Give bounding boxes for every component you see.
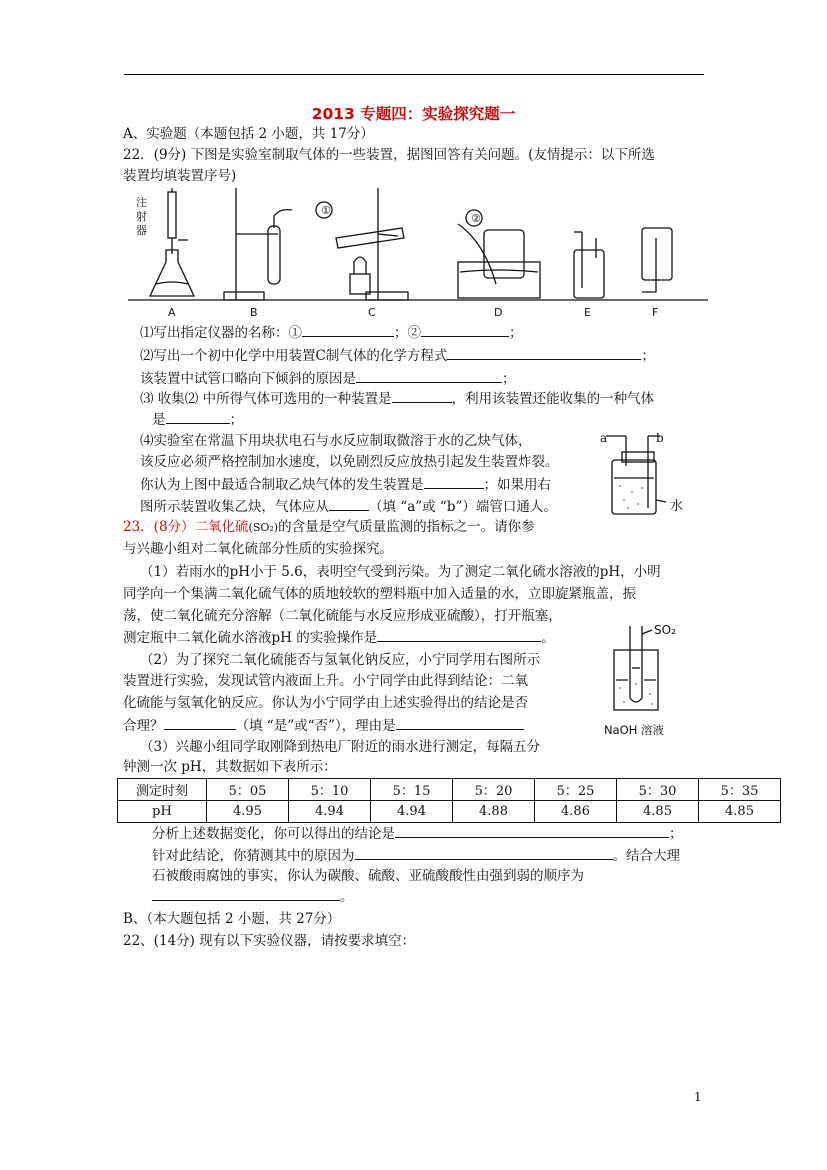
- blank-collect-device[interactable]: [392, 388, 452, 403]
- q23-p4a: 分析上述数据变化，你可以得出的结论是 ；: [152, 823, 683, 844]
- fig-label-a: a: [600, 431, 608, 445]
- q23-p2c: 化硫能与氢氧化钠反应。你认为小宁同学由上述实验得出的结论是否: [123, 695, 528, 711]
- label-e: E: [584, 306, 591, 319]
- blank-conclusion[interactable]: [395, 823, 669, 838]
- fig-label-so2: SO₂: [654, 623, 676, 637]
- label-a: A: [168, 306, 176, 319]
- ph-cell: 4.94: [371, 801, 453, 823]
- time-cell: 5：35: [699, 779, 781, 801]
- label-c: C: [368, 306, 376, 319]
- table-row: [118, 779, 781, 801]
- q23-p4d: 。: [152, 886, 354, 907]
- fig-label-naoh: NaOH 溶液: [604, 723, 665, 737]
- q22-s4c: 你认为上图中最适合制取乙炔气体的发生装置是 ；如果用右: [140, 474, 551, 495]
- time-cell: 5：15: [371, 779, 453, 801]
- q22b-stem: 22、(14分) 现有以下实验仪器，请按要求填空：: [123, 933, 416, 949]
- q23-p1b: 同学向一个集满二氧化硫气体的质地较软的塑料瓶中加入适量的水，立即旋紧瓶盖，振: [123, 586, 636, 602]
- q22-s4b: 该反应必须严格控制加水速度，以免剧烈反应放热引起发生装置炸裂。: [140, 454, 559, 470]
- header-rule: [124, 74, 704, 75]
- section-a-heading: A、实验题（本题包括 2 小题，共 17分）: [123, 126, 374, 142]
- apparatus-e: [574, 232, 604, 298]
- label-b: B: [250, 306, 258, 319]
- q23-p1d: 测定瓶中二氧化硫水溶液pH 的实验操作是 。: [123, 627, 555, 648]
- time-cell: 5：10: [289, 779, 371, 801]
- apparatus-f: [642, 228, 672, 292]
- page-number: 1: [694, 1090, 702, 1104]
- table-row: [118, 801, 781, 823]
- svg-text:器: 器: [136, 224, 147, 237]
- label-d: D: [494, 306, 503, 319]
- apparatus-b: [224, 188, 292, 300]
- table-head-time: 测定时刻: [118, 779, 207, 801]
- q22-stem-line1: 22．(9分) 下图是实验室制取气体的一些装置，据图回答有关问题。(友情提示：以下所选: [123, 147, 655, 163]
- q23-p3b: 钟测一次 pH，其数据如下表所示：: [123, 759, 337, 775]
- q23-p2a: （2）为了探究二氧化硫能否与氢氧化钠反应，小宁同学用右图所示: [140, 652, 541, 668]
- q23-p2d: 合理？ （填 “是”或“否”），理由是: [123, 715, 524, 736]
- q22-s2a: ⑵写出一个初中化学中用装置C制气体的化学方程式 ；: [140, 345, 655, 366]
- page-title: 2013 专题四：实验探究题一: [311, 105, 516, 123]
- time-cell: 5：20: [453, 779, 535, 801]
- blank-instrument-2[interactable]: [421, 322, 509, 337]
- blank-cause[interactable]: [355, 845, 613, 860]
- apparatus-figure: [128, 188, 708, 320]
- q23-line2: 与兴趣小组对二氧化硫部分性质的实验探究。: [123, 541, 393, 557]
- blank-inlet[interactable]: [329, 496, 369, 511]
- blank-ph-operation[interactable]: [377, 627, 541, 642]
- q22-s4d: 图所示装置收集乙炔，气体应从 （填 “a”或 “b”）端管口通人。: [140, 496, 557, 517]
- fig-label-b: b: [656, 431, 664, 445]
- ph-table: [117, 778, 781, 823]
- q22-s4a: ⑷实验室在常温下用块状电石与水反应制取微溶于水的乙炔气体，: [140, 433, 532, 449]
- ph-cell: 4.85: [617, 801, 699, 823]
- apparatus-a: [150, 188, 194, 296]
- fig-label-water: 水: [670, 499, 684, 514]
- blank-generator[interactable]: [424, 474, 484, 489]
- time-cell: 5：05: [207, 779, 289, 801]
- ph-cell: 4.95: [207, 801, 289, 823]
- marker-1: ①: [321, 204, 331, 217]
- q22-s3b: 是 ；: [152, 409, 243, 430]
- q23-p1c: 荡，使二氧化硫充分溶解（二氧化硫能与水反应形成亚硫酸），打开瓶塞，: [123, 608, 562, 624]
- ph-cell: 4.86: [535, 801, 617, 823]
- q22-stem-line2: 装置均填装置序号): [123, 168, 237, 184]
- blank-instrument-1[interactable]: [302, 322, 394, 337]
- section-b-heading: B、（本大题包括 2 小题，共 27分）: [123, 911, 341, 927]
- blank-reason-2[interactable]: [396, 715, 524, 730]
- q22-s3a: ⑶ 收集⑵ 中所得气体可选用的一种装置是 ，利用该装置还能收集的一种气体: [140, 388, 654, 409]
- time-cell: 5：25: [535, 779, 617, 801]
- q22-s2b: 该装置中试管口略向下倾斜的原因是 ；: [140, 368, 516, 389]
- table-head-ph: pH: [118, 801, 207, 823]
- blank-reasonable[interactable]: [164, 715, 236, 730]
- q23-p4b: 针对此结论，你猜测其中的原因为 。结合大理: [152, 845, 680, 866]
- q23-heading: 23．(8分）二氧化硫(SO₂)的含量是空气质量监测的指标之一。请你参: [123, 519, 535, 535]
- collection-bottle-figure: [598, 430, 698, 520]
- label-f: F: [652, 306, 659, 319]
- ph-cell: 4.88: [453, 801, 535, 823]
- q22-s1: ⑴写出指定仪器的名称：① ；② ；: [140, 322, 523, 343]
- blank-acid-order[interactable]: [152, 886, 340, 901]
- q23-p3a: （3）兴趣小组同学取刚降到热电厂附近的雨水进行测定，每隔五分: [140, 739, 541, 755]
- so2-naoh-figure: [604, 622, 704, 742]
- time-cell: 5：30: [617, 779, 699, 801]
- q23-p1a: （1）若雨水的pH小于 5.6，表明空气受到污染。为了测定二氧化硫水溶液的pH，小明: [140, 564, 661, 580]
- ph-cell: 4.94: [289, 801, 371, 823]
- q23-p2b: 装置进行实验，发现试管内液面上升。小宁同学由此得到结论：二氧: [123, 673, 528, 689]
- syringe-label-1: 注: [136, 196, 147, 209]
- blank-reason[interactable]: [356, 368, 502, 383]
- ph-cell: 4.85: [699, 801, 781, 823]
- blank-other-gas[interactable]: [166, 409, 230, 424]
- q23-p4c: 石被酸雨腐蚀的事实，你认为碳酸、硫酸、亚硫酸酸性由强到弱的顺序为: [152, 868, 584, 884]
- blank-equation[interactable]: [447, 345, 641, 360]
- svg-text:射: 射: [136, 210, 147, 223]
- marker-2: ②: [471, 212, 481, 225]
